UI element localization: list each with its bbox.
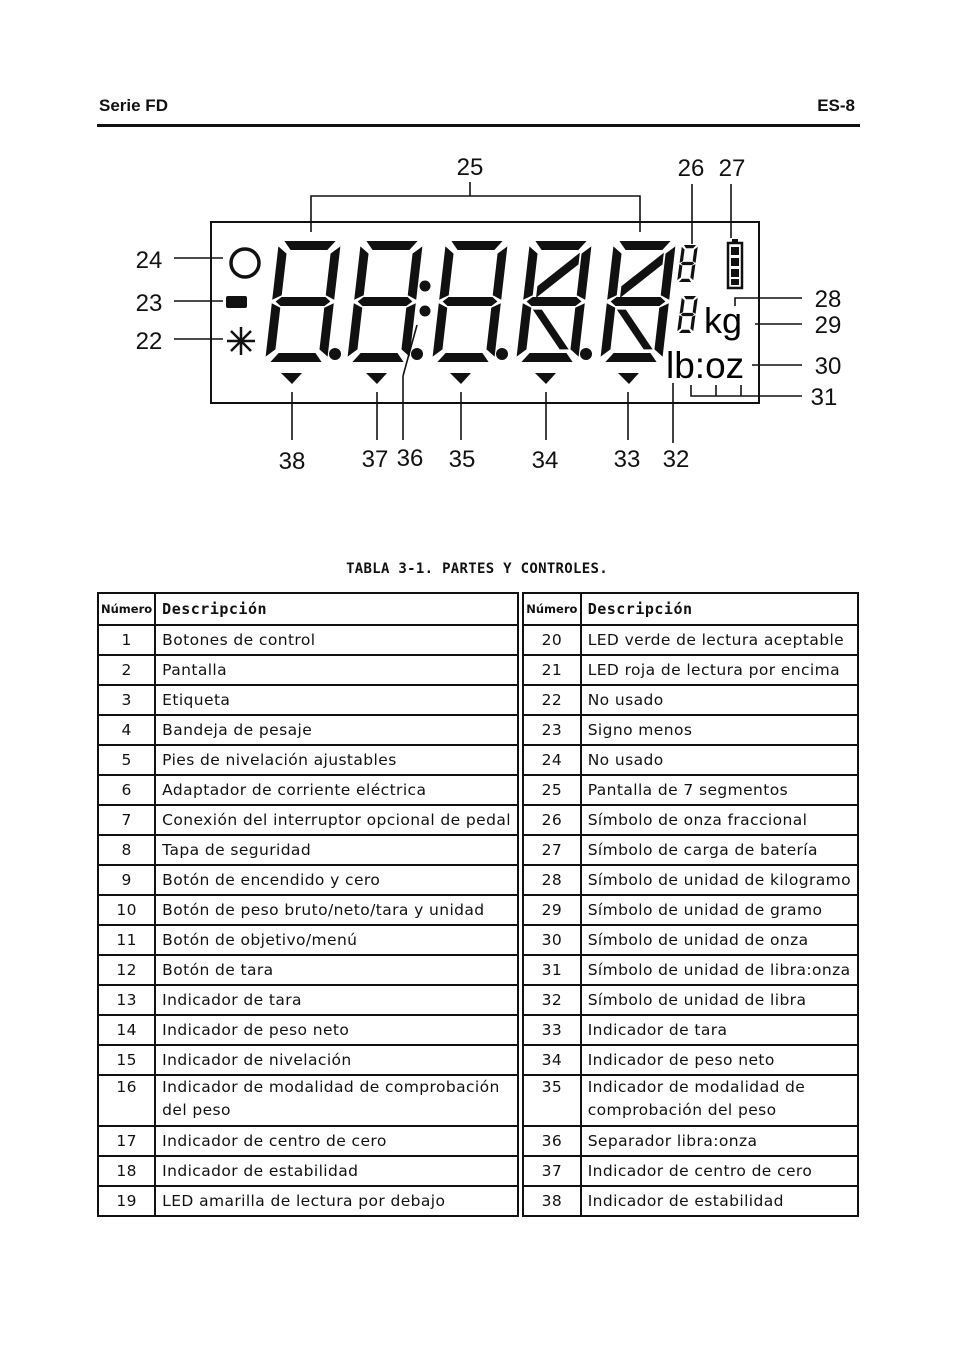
item-description: Indicador de modalidad de comprobación del peso: [155, 1075, 518, 1126]
table-row: [523, 925, 858, 955]
item-number: 13: [98, 985, 155, 1015]
small-digit: [677, 296, 697, 333]
item-number: 34: [523, 1045, 581, 1075]
segment-upper-left: [523, 246, 537, 299]
seven-segment-digit: [601, 241, 676, 362]
table-row: [98, 805, 518, 835]
item-number: 8: [98, 835, 155, 865]
segment-middle: [527, 297, 582, 306]
indicator-triangles: [281, 373, 639, 384]
callout-31: 31: [810, 384, 838, 411]
item-number: 14: [98, 1015, 155, 1045]
item-description: Símbolo de unidad de libra: [581, 985, 858, 1015]
circle-symbol: [231, 249, 259, 277]
table-row: [523, 865, 858, 895]
item-description: LED amarilla de lectura por debajo: [155, 1186, 518, 1216]
segment-lower-left: [517, 303, 532, 356]
segment-lower-right: [319, 303, 333, 356]
segment-lower-left: [348, 303, 363, 356]
segment-diagonal-lower: [617, 310, 653, 350]
item-description: Pantalla de 7 segmentos: [581, 775, 858, 805]
segment-upper-right: [408, 246, 423, 299]
item-number: 37: [523, 1156, 581, 1186]
item-number: 23: [523, 715, 581, 745]
segment-bottom: [679, 330, 691, 333]
table-header-row: [98, 593, 518, 625]
table-row: [98, 835, 518, 865]
colon-dot: [420, 281, 431, 292]
segment-bottom: [679, 279, 691, 282]
segment-bottom: [437, 353, 488, 362]
item-number: 4: [98, 715, 155, 745]
segment-middle: [358, 297, 413, 306]
column-header-description: Descripción: [581, 593, 858, 625]
segment-middle: [681, 262, 694, 265]
segment-middle: [611, 297, 666, 306]
segment-lower-left: [677, 315, 682, 331]
segment-diagonal-upper: [620, 253, 664, 298]
table-row: [523, 685, 858, 715]
segment-lower-right: [690, 315, 695, 331]
small-digit: [677, 245, 697, 282]
item-number: 22: [523, 685, 581, 715]
item-number: 31: [523, 955, 581, 985]
table-row: [98, 985, 518, 1015]
item-description: Adaptador de corriente eléctrica: [155, 775, 518, 805]
table-row: [98, 895, 518, 925]
table-row: [523, 985, 858, 1015]
table-row: [523, 835, 858, 865]
table-row: [98, 1126, 518, 1156]
seven-segment-digit: [433, 241, 508, 362]
segment-bottom: [352, 353, 403, 362]
segment-upper-left: [680, 298, 685, 314]
item-number: 12: [98, 955, 155, 985]
segment-lower-right: [570, 303, 584, 356]
callout-36: 36: [396, 445, 424, 472]
table-row: [523, 1156, 858, 1186]
item-description: Botón de tara: [155, 955, 518, 985]
segment-top: [366, 241, 417, 250]
item-number: 24: [523, 745, 581, 775]
table-row: [523, 655, 858, 685]
item-number: 27: [523, 835, 581, 865]
callout-29: 29: [814, 312, 842, 339]
battery-icon: [728, 239, 742, 288]
item-number: 3: [98, 685, 155, 715]
header-series: Serie FD: [99, 96, 168, 115]
item-number: 32: [523, 985, 581, 1015]
segment-lower-right: [690, 264, 695, 280]
item-number: 29: [523, 895, 581, 925]
decimal-point: [411, 348, 423, 360]
segment-upper-left: [607, 246, 621, 299]
decimal-point: [580, 348, 592, 360]
item-number: 9: [98, 865, 155, 895]
item-description: Bandeja de pesaje: [155, 715, 518, 745]
segment-upper-left: [680, 247, 685, 263]
minus-sign: [226, 296, 247, 308]
item-number: 38: [523, 1186, 581, 1216]
item-description: Indicador de estabilidad: [581, 1186, 858, 1216]
table-title: TABLA 3-1. PARTES Y CONTROLES.: [346, 561, 608, 577]
item-number: 25: [523, 775, 581, 805]
table-row: [98, 1015, 518, 1045]
callout-33: 33: [613, 446, 641, 473]
segment-middle: [276, 297, 331, 306]
table-row: [98, 925, 518, 955]
table-row: [523, 955, 858, 985]
item-number: 30: [523, 925, 581, 955]
parts-table-right: [522, 592, 859, 1217]
table-row: [523, 745, 858, 775]
item-description: No usado: [581, 745, 858, 775]
item-description: Pies de nivelación ajustables: [155, 745, 518, 775]
item-description: Indicador de nivelación: [155, 1045, 518, 1075]
segment-upper-left: [272, 246, 286, 299]
item-description: Signo menos: [581, 715, 858, 745]
segment-top: [684, 245, 696, 248]
segment-middle: [681, 313, 694, 316]
table-row: [98, 1186, 518, 1216]
table-row: [523, 775, 858, 805]
item-description: Botón de objetivo/menú: [155, 925, 518, 955]
stability-triangle: [281, 373, 302, 384]
segment-top: [535, 241, 586, 250]
item-description: Botón de peso bruto/neto/tara y unidad: [155, 895, 518, 925]
table-row: [523, 1015, 858, 1045]
item-description: Tapa de seguridad: [155, 835, 518, 865]
segment-bottom: [521, 353, 572, 362]
segment-top: [684, 296, 696, 299]
item-description: Conexión del interruptor opcional de pedal: [155, 805, 518, 835]
table-row: [523, 625, 858, 655]
parts-table-left: [97, 592, 519, 1217]
callout-37: 37: [361, 446, 389, 473]
callout-38: 38: [278, 448, 306, 475]
segment-lower-left: [433, 303, 448, 356]
lcd-display-diagram: [0, 0, 954, 520]
item-number: 19: [98, 1186, 155, 1216]
checkweigh-triangle: [450, 373, 471, 384]
item-number: 6: [98, 775, 155, 805]
item-number: 28: [523, 865, 581, 895]
item-number: 11: [98, 925, 155, 955]
item-number: 20: [523, 625, 581, 655]
segment-lower-right: [401, 303, 415, 356]
item-description: No usado: [581, 685, 858, 715]
segment-top: [284, 241, 335, 250]
callout-35: 35: [448, 446, 476, 473]
column-header-number: Número: [523, 593, 581, 625]
item-description: Etiqueta: [155, 685, 518, 715]
fractional-ounce-digits: [677, 245, 697, 333]
table-row: [98, 625, 518, 655]
item-description: Indicador de centro de cero: [581, 1156, 858, 1186]
item-description: Indicador de tara: [581, 1015, 858, 1045]
table-row: [523, 805, 858, 835]
asterisk-icon: [227, 327, 255, 355]
item-description: LED roja de lectura por encima: [581, 655, 858, 685]
table-row: [523, 715, 858, 745]
item-description: Pantalla: [155, 655, 518, 685]
kg-symbol: kg: [704, 300, 743, 341]
table-row: [523, 1075, 858, 1126]
table-row: [98, 1075, 518, 1126]
item-number: 21: [523, 655, 581, 685]
segment-upper-left: [354, 246, 368, 299]
item-description: Indicador de estabilidad: [155, 1156, 518, 1186]
item-description: Símbolo de unidad de gramo: [581, 895, 858, 925]
center-zero-triangle: [366, 373, 387, 384]
seven-segment-digits: [266, 241, 676, 362]
tare-triangle: [618, 373, 639, 384]
callout-23: 23: [135, 290, 163, 317]
segment-lower-right: [486, 303, 500, 356]
item-number: 35: [523, 1075, 581, 1126]
table-row: [523, 1045, 858, 1075]
item-number: 33: [523, 1015, 581, 1045]
segment-middle: [443, 297, 498, 306]
table-row: [98, 655, 518, 685]
table-row: [98, 955, 518, 985]
column-header-number: Número: [98, 593, 155, 625]
item-number: 10: [98, 895, 155, 925]
item-description: Indicador de modalidad de comprobación del peso: [581, 1075, 858, 1126]
callout-25: 25: [456, 154, 484, 181]
callout-32: 32: [662, 446, 690, 473]
table-row: [523, 1186, 858, 1216]
table-row: [523, 895, 858, 925]
item-description: Indicador de tara: [155, 985, 518, 1015]
decimal-point: [496, 348, 508, 360]
item-description: Símbolo de carga de batería: [581, 835, 858, 865]
segment-lower-left: [601, 303, 616, 356]
item-description: Símbolo de unidad de onza: [581, 925, 858, 955]
callout-28: 28: [814, 286, 842, 313]
table-row: [98, 715, 518, 745]
item-number: 36: [523, 1126, 581, 1156]
item-number: 18: [98, 1156, 155, 1186]
table-row: [98, 1045, 518, 1075]
item-number: 7: [98, 805, 155, 835]
table-row: [98, 1156, 518, 1186]
item-description: Botones de control: [155, 625, 518, 655]
table-row: [98, 745, 518, 775]
segment-upper-left: [439, 246, 453, 299]
segment-bottom: [605, 353, 656, 362]
segment-lower-left: [677, 264, 682, 280]
segment-diagonal-lower: [533, 310, 569, 350]
item-description: Símbolo de onza fraccional: [581, 805, 858, 835]
segment-upper-right: [693, 298, 698, 314]
callout-34: 34: [531, 447, 559, 474]
segment-top: [451, 241, 502, 250]
item-number: 26: [523, 805, 581, 835]
segment-bottom: [270, 353, 321, 362]
callout-27: 27: [718, 155, 746, 182]
table-row: [523, 1126, 858, 1156]
segment-lower-left: [266, 303, 281, 356]
segment-upper-right: [326, 246, 341, 299]
column-header-description: Descripción: [155, 593, 518, 625]
table-row: [98, 685, 518, 715]
header-page-number: ES-8: [817, 96, 855, 115]
segment-diagonal-upper: [536, 253, 580, 298]
item-number: 2: [98, 655, 155, 685]
callout-30: 30: [814, 353, 842, 380]
segment-upper-right: [693, 247, 698, 263]
item-number: 5: [98, 745, 155, 775]
seven-segment-digit: [517, 241, 592, 362]
item-description: Indicador de peso neto: [581, 1045, 858, 1075]
callout-24: 24: [135, 247, 163, 274]
table-header-row: [523, 593, 858, 625]
item-description: LED verde de lectura aceptable: [581, 625, 858, 655]
lb-oz-separator: [420, 281, 431, 317]
net-triangle: [535, 373, 556, 384]
segment-upper-right: [493, 246, 508, 299]
item-number: 1: [98, 625, 155, 655]
seven-segment-digit: [266, 241, 341, 362]
item-description: Indicador de centro de cero: [155, 1126, 518, 1156]
callout-26: 26: [677, 155, 705, 182]
callout-22: 22: [135, 328, 163, 355]
item-number: 17: [98, 1126, 155, 1156]
table-row: [98, 865, 518, 895]
table-row: [98, 775, 518, 805]
item-description: Indicador de peso neto: [155, 1015, 518, 1045]
item-description: Símbolo de unidad de kilogramo: [581, 865, 858, 895]
lb-oz-symbol: lb:oz: [666, 345, 745, 386]
segment-top: [619, 241, 670, 250]
item-number: 15: [98, 1045, 155, 1075]
item-description: Botón de encendido y cero: [155, 865, 518, 895]
decimal-point: [329, 348, 341, 360]
item-number: 16: [98, 1075, 155, 1126]
item-description: Separador libra:onza: [581, 1126, 858, 1156]
colon-dot: [420, 306, 431, 317]
item-description: Símbolo de unidad de libra:onza: [581, 955, 858, 985]
